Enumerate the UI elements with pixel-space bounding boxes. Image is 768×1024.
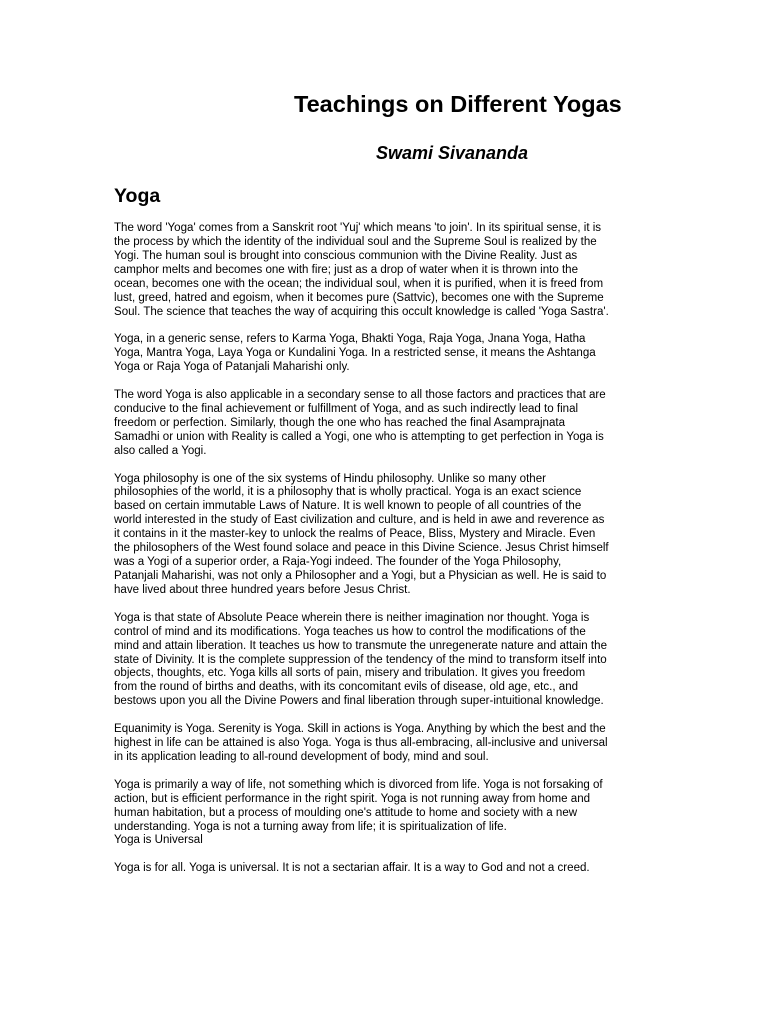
- text-line: The word 'Yoga' comes from a Sanskrit root 'Yuj' which means 'to join'. In its spiritual sense, it is: [114, 222, 602, 234]
- text-line: action, but is efficient performance in the right spirit. Yoga is not running away from home and: [114, 792, 591, 805]
- text-line: Yoga or Raja Yoga of Patanjali Maharishi only.: [114, 361, 350, 374]
- text-line: freedom or perfection. Similarly, though the one who has reached the final Asamprajnata: [114, 416, 566, 429]
- paragraph: [114, 333, 656, 375]
- document-author: Swami Sivananda: [376, 143, 529, 163]
- text-line: world interested in the study of East civilization and culture, and is held in awe and reverence as: [114, 514, 605, 527]
- text-line: Soul. The science that teaches the way of acquiring this occult knowledge is called 'Yoga Sastra'.: [114, 305, 609, 318]
- paragraph: [114, 222, 656, 319]
- text-line: the process by which the identity of the individual soul and the Supreme Soul is realized by the: [114, 235, 597, 248]
- paragraph: [114, 389, 656, 459]
- text-line: Yoga is for all. Yoga is universal. It is not a sectarian affair. It is a way to God and not a creed.: [114, 862, 590, 875]
- text-line: ocean, becomes one with the ocean; the individual soul, when it is purified, when it is freed from: [114, 277, 604, 290]
- document-title: Teachings on Different Yogas: [294, 91, 622, 117]
- paragraph: [114, 862, 656, 876]
- document-body: [114, 222, 656, 890]
- text-line: from the round of births and deaths, with its concomitant evils of disease, old age, etc., and: [114, 681, 579, 694]
- text-line: The word Yoga is also applicable in a secondary sense to all those factors and practices that are: [114, 389, 606, 402]
- text-line: have lived about three hundred years before Jesus Christ.: [114, 583, 411, 596]
- text-line: Yoga, in a generic sense, refers to Karma Yoga, Bhakti Yoga, Raja Yoga, Jnana Yoga, Hatha: [114, 333, 586, 346]
- text-line: Patanjali Maharishi, was not only a Philosopher and a Yogi, but a Physician as well. He is said to: [114, 570, 607, 582]
- text-line: camphor melts and becomes one with fire; just as a drop of water when it is thrown into the: [114, 263, 579, 276]
- text-line: state of Divinity. It is the complete suppression of the tendency of the mind to transform itself into: [114, 653, 607, 666]
- text-line: in its application leading to all-round development of body, mind and soul.: [114, 750, 489, 763]
- text-line: objects, thoughts, etc. Yoga kills all sorts of pain, misery and tribulation. It gives you freedom: [114, 667, 586, 680]
- text-line: based on certain immutable Laws of Nature. It is well known to people of all countries of the: [114, 500, 582, 513]
- text-line: Yoga is primarily a way of life, not something which is divorced from life. Yoga is not forsaking of: [114, 778, 603, 791]
- paragraph: [114, 723, 656, 765]
- text-line: understanding. Yoga is not a turning away from life; it is spiritualization of life.: [114, 820, 507, 833]
- text-line: Equanimity is Yoga. Serenity is Yoga. Skill in actions is Yoga. Anything by which the best and the: [114, 723, 606, 736]
- text-line: it contains in it the master-key to unlock the realms of Peace, Bliss, Mystery and Miracle. Even: [114, 528, 596, 541]
- paragraph: [114, 612, 656, 709]
- paragraph: [114, 779, 656, 849]
- text-line: conducive to the final achievement or fulfillment of Yoga, and as such indirectly lead to final: [114, 402, 579, 415]
- text-line: lust, greed, hatred and egoism, when it becomes pure (Sattvic), becomes one with the Supreme: [114, 291, 604, 304]
- paragraph: [114, 473, 656, 598]
- text-line: the philosophers of the West found solace and peace in this Divine Science. Jesus Christ himself: [114, 542, 609, 555]
- text-line: control of mind and its modifications. Yoga teaches us how to control the modifications of the: [114, 625, 586, 638]
- text-line: Yoga philosophy is one of the six systems of Hindu philosophy. Unlike so many other: [114, 472, 546, 485]
- text-line: Yogi. The human soul is brought into conscious communion with the Divine Reality. Just as: [114, 249, 578, 262]
- text-line: Yoga is that state of Absolute Peace wherein there is neither imagination nor thought. Yoga is: [114, 611, 590, 624]
- text-line: Yoga is Universal: [114, 834, 203, 847]
- text-line: bestows upon you all the Divine Powers and final liberation through super-intuitional knowledge.: [114, 695, 604, 708]
- text-line: was a Yogi of a superior order, a Raja-Yogi indeed. The founder of the Yoga Philosophy,: [114, 556, 562, 569]
- text-line: Samadhi or union with Reality is called a Yogi, one who is attempting to get perfection in Yoga is: [114, 430, 604, 443]
- text-line: Yoga, Mantra Yoga, Laya Yoga or Kundalini Yoga. In a restricted sense, it means the Ashtanga: [114, 347, 596, 360]
- text-line: highest in life can be attained is also Yoga. Yoga is thus all-embracing, all-inclusive and universal: [114, 737, 608, 750]
- text-line: philosophies of the world, it is a philosophy that is wholly practical. Yoga is an exact science: [114, 486, 582, 499]
- text-line: human habitation, but a process of moulding one's attitude to home and society with a new: [114, 806, 578, 819]
- section-heading: Yoga: [114, 185, 161, 207]
- text-line: also called a Yogi.: [114, 444, 207, 457]
- text-line: mind and attain liberation. It teaches us how to transmute the unregenerate nature and attain the: [114, 639, 607, 652]
